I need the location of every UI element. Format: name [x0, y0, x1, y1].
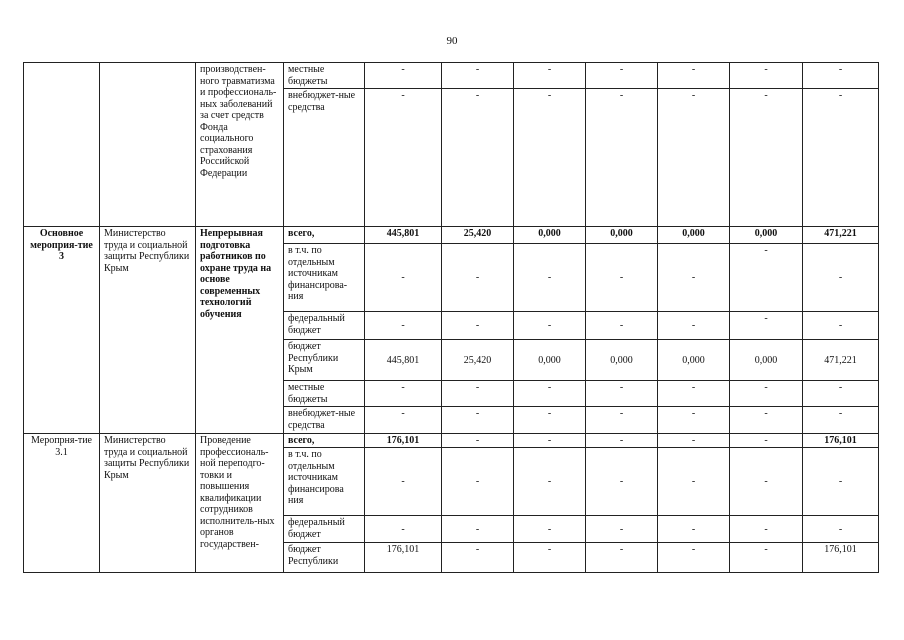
- value-cell: -: [365, 312, 442, 340]
- value-cell: 445,801: [365, 340, 442, 381]
- value-cell: -: [658, 543, 730, 573]
- value-cell: -: [365, 63, 442, 89]
- value-cell: -: [803, 63, 879, 89]
- value-cell: -: [514, 89, 586, 227]
- value-cell: 25,420: [442, 227, 514, 244]
- value-cell: -: [514, 63, 586, 89]
- table-row: [24, 434, 879, 448]
- value-cell: 445,801: [365, 227, 442, 244]
- funding-source: федеральный бюджет: [284, 312, 365, 340]
- value-cell: -: [586, 407, 658, 434]
- value-cell: -: [803, 381, 879, 407]
- value-cell: -: [730, 63, 803, 89]
- value-cell: 0,000: [730, 227, 803, 244]
- value-cell: 176,101: [365, 434, 442, 448]
- measure-code: Меропрня-тие 3.1: [24, 434, 100, 573]
- value-cell: -: [514, 434, 586, 448]
- measure-code: [24, 63, 100, 227]
- value-cell: -: [658, 63, 730, 89]
- value-cell: 176,101: [803, 434, 879, 448]
- value-cell: -: [803, 407, 879, 434]
- value-cell: -: [442, 312, 514, 340]
- funding-source: в т.ч. по отдельным источникам финансирова ния: [284, 448, 365, 516]
- budget-table: [23, 62, 879, 573]
- value-cell: -: [586, 381, 658, 407]
- value-cell: 0,000: [586, 340, 658, 381]
- value-cell: 0,000: [586, 227, 658, 244]
- value-cell: -: [442, 543, 514, 573]
- executor: Министерство труда и социальной защиты Республики Крым: [100, 434, 196, 573]
- value-cell: -: [730, 543, 803, 573]
- value-cell: 0,000: [730, 340, 803, 381]
- measure-code: Основное мероприя-тие 3: [24, 227, 100, 434]
- value-cell: -: [730, 516, 803, 543]
- measure-name: Проведение профессиональ-ной переподго-товки и повышения квалификации сотрудников исполнитель-ных органов государствен-: [196, 434, 284, 573]
- measure-name: Непрерывная подготовка работников по охране труда на основе современных технологий обучения: [196, 227, 284, 434]
- measure-name: производствен-ного травматизма и профессиональ-ных заболеваний за счет средств Фонда социального страхования Российской Федерации: [196, 63, 284, 227]
- funding-source: всего,: [284, 434, 365, 448]
- value-cell: 25,420: [442, 340, 514, 381]
- value-cell: -: [514, 543, 586, 573]
- value-cell: -: [586, 312, 658, 340]
- funding-source: бюджет Республики: [284, 543, 365, 573]
- value-cell: -: [442, 244, 514, 312]
- value-cell: -: [586, 448, 658, 516]
- value-cell: 0,000: [658, 227, 730, 244]
- value-cell: -: [658, 434, 730, 448]
- value-cell: -: [730, 244, 803, 312]
- value-cell: -: [442, 434, 514, 448]
- value-cell: -: [658, 381, 730, 407]
- value-cell: -: [658, 244, 730, 312]
- funding-source: в т.ч. по отдельным источникам финансирова-ния: [284, 244, 365, 312]
- table-row: [24, 227, 879, 244]
- executor: Министерство труда и социальной защиты Республики Крым: [100, 227, 196, 434]
- value-cell: -: [586, 89, 658, 227]
- value-cell: 471,221: [803, 340, 879, 381]
- funding-source: внебюджет-ные средства: [284, 407, 365, 434]
- value-cell: -: [365, 448, 442, 516]
- funding-source: местные бюджеты: [284, 381, 365, 407]
- value-cell: -: [730, 448, 803, 516]
- value-cell: -: [514, 516, 586, 543]
- value-cell: 0,000: [658, 340, 730, 381]
- value-cell: -: [658, 312, 730, 340]
- value-cell: 176,101: [365, 543, 442, 573]
- value-cell: -: [514, 448, 586, 516]
- value-cell: -: [442, 89, 514, 227]
- value-cell: -: [586, 516, 658, 543]
- funding-source: местные бюджеты: [284, 63, 365, 89]
- value-cell: -: [658, 448, 730, 516]
- value-cell: -: [442, 407, 514, 434]
- page-number: 90: [446, 35, 458, 47]
- table-row: [24, 63, 879, 89]
- value-cell: -: [658, 407, 730, 434]
- value-cell: -: [803, 89, 879, 227]
- value-cell: -: [730, 381, 803, 407]
- value-cell: -: [514, 381, 586, 407]
- value-cell: -: [730, 89, 803, 227]
- value-cell: -: [803, 244, 879, 312]
- value-cell: -: [803, 312, 879, 340]
- value-cell: -: [442, 381, 514, 407]
- value-cell: -: [442, 516, 514, 543]
- value-cell: -: [586, 244, 658, 312]
- value-cell: -: [658, 516, 730, 543]
- value-cell: -: [514, 312, 586, 340]
- value-cell: -: [442, 448, 514, 516]
- value-cell: -: [365, 516, 442, 543]
- value-cell: -: [365, 89, 442, 227]
- value-cell: -: [586, 63, 658, 89]
- funding-source: внебюджет-ные средства: [284, 89, 365, 227]
- value-cell: -: [586, 543, 658, 573]
- value-cell: 0,000: [514, 340, 586, 381]
- value-cell: -: [365, 407, 442, 434]
- value-cell: -: [730, 312, 803, 340]
- value-cell: -: [365, 244, 442, 312]
- funding-source: всего,: [284, 227, 365, 244]
- value-cell: -: [514, 407, 586, 434]
- funding-source: бюджет Республики Крым: [284, 340, 365, 381]
- value-cell: -: [658, 89, 730, 227]
- value-cell: -: [803, 448, 879, 516]
- value-cell: -: [803, 516, 879, 543]
- value-cell: 176,101: [803, 543, 879, 573]
- value-cell: -: [365, 381, 442, 407]
- executor: [100, 63, 196, 227]
- value-cell: -: [442, 63, 514, 89]
- value-cell: 0,000: [514, 227, 586, 244]
- value-cell: -: [586, 434, 658, 448]
- value-cell: -: [730, 434, 803, 448]
- value-cell: -: [514, 244, 586, 312]
- value-cell: 471,221: [803, 227, 879, 244]
- value-cell: -: [730, 407, 803, 434]
- funding-source: федеральный бюджет: [284, 516, 365, 543]
